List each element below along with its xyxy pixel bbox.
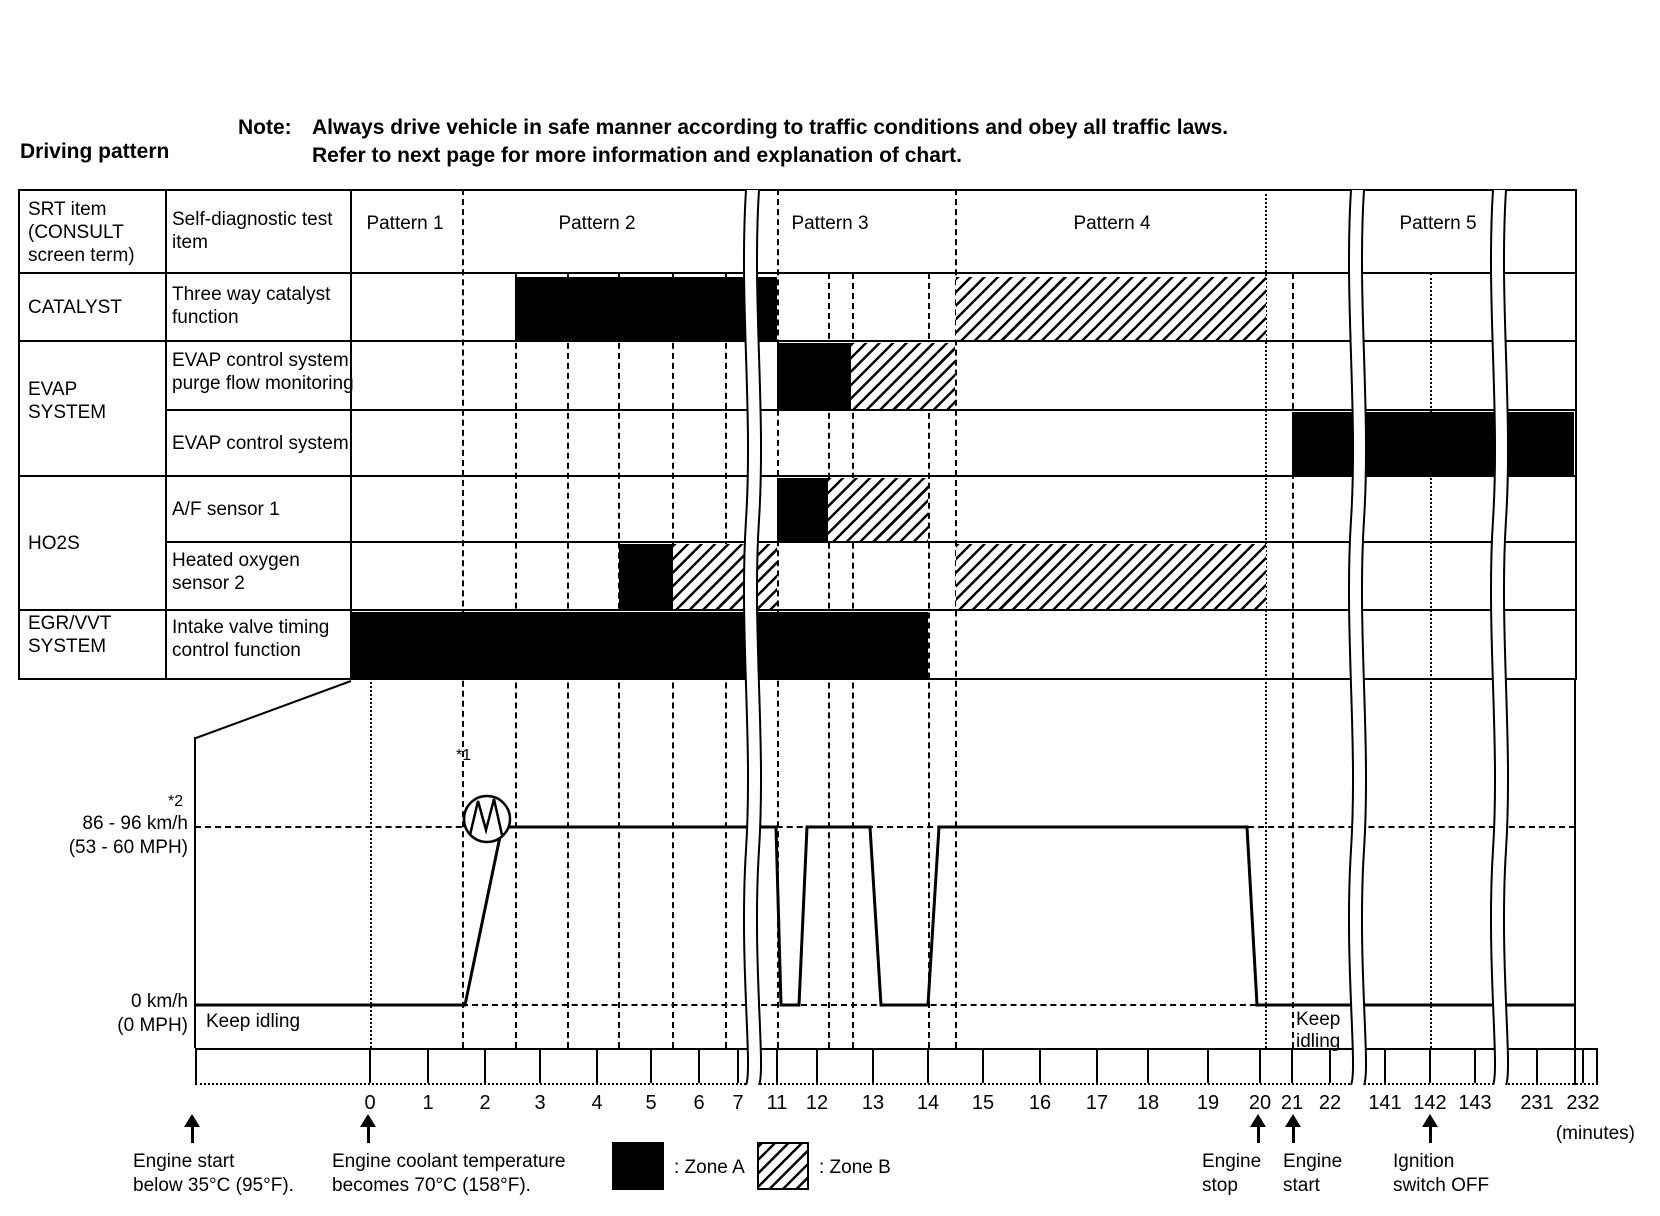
high-speed-label-kmh: 86 - 96 km/h [82,813,188,834]
tick-label: 1 [422,1092,434,1114]
pattern-1-header: Pattern 1 [366,213,444,234]
tick-label: 231 [1520,1092,1554,1114]
engine-stop-line-1: Engine [1202,1151,1262,1172]
tick-label: 20 [1248,1092,1272,1114]
item-purge-line-2: purge flow monitoring [172,373,354,394]
tick-label: 18 [1136,1092,1160,1114]
tick-label: 13 [861,1092,885,1114]
zone-a-legend-swatch [612,1142,664,1190]
group-catalyst: CATALYST [28,297,122,318]
high-speed-label-mph: (53 - 60 MPH) [68,837,188,858]
tick-label: 142 [1413,1092,1447,1114]
tick-label: 22 [1318,1092,1342,1114]
note-line-2: Refer to next page for more information and explanation of chart. [312,144,962,167]
zone-b-legend-label: : Zone B [819,1157,891,1178]
group-evap-line-1: EVAP [28,379,78,400]
group-ho2s: HO2S [28,533,80,554]
tick-label: 143 [1458,1092,1492,1114]
engine-start-cold-arrow [184,1114,200,1143]
tick-label: 21 [1280,1092,1304,1114]
coolant-temp-line-2: becomes 70°C (158°F). [332,1175,531,1196]
tick-label: 3 [534,1092,546,1114]
pattern-3-header: Pattern 3 [791,213,869,234]
item-af-sensor: A/F sensor 1 [172,499,280,520]
tick-label: 2 [479,1092,491,1114]
tick-label: 12 [805,1092,829,1114]
footnote-2-marker: *2 [168,793,184,810]
tick-label: 232 [1566,1092,1600,1114]
page-title: Driving pattern [20,140,170,163]
tick-label: 15 [971,1092,995,1114]
engine-restart-arrow [1285,1114,1301,1143]
item-catalyst-line-2: function [172,307,239,328]
pattern-2-header: Pattern 2 [558,213,636,234]
tick-label: 6 [693,1092,705,1114]
note-line-1: Always drive vehicle in safe manner according to traffic conditions and obey all traffic laws. [312,116,1229,139]
group-egrvvt-line-1: EGR/VVT [28,613,112,634]
engine-start-cold-line-1: Engine start [133,1151,235,1172]
zone-b-legend-swatch [757,1142,809,1190]
item-ivt-line-2: control function [172,640,301,661]
zero-speed-label-kmh: 0 km/h [130,991,188,1012]
note-label: Note: [238,116,292,139]
pattern-4-header: Pattern 4 [1073,213,1151,234]
item-ho2s2-line-2: sensor 2 [172,573,245,594]
ignition-off-arrow [1422,1114,1438,1143]
item-catalyst-line-1: Three way catalyst [172,284,331,305]
engine-restart-line-2: start [1283,1175,1320,1196]
item-ivt-line-1: Intake valve timing [172,617,330,638]
engine-start-cold-line-2: below 35°C (95°F). [133,1175,294,1196]
footnote-1-marker: *1 [456,747,472,764]
tick-label: 17 [1085,1092,1109,1114]
zone-a-legend-label: : Zone A [674,1157,745,1178]
tick-label: 19 [1196,1092,1220,1114]
tick-label: 141 [1368,1092,1402,1114]
engine-stop-line-2: stop [1202,1175,1238,1196]
keep-idling-right-line-2: idling [1296,1031,1341,1052]
coolant-temp-line-1: Engine coolant temperature [332,1151,566,1172]
engine-stop-arrow [1250,1114,1266,1143]
tick-label: 7 [732,1092,744,1114]
pattern-5-header: Pattern 5 [1399,213,1477,234]
tick-label: 14 [916,1092,940,1114]
item-evap-control: EVAP control system [172,433,349,454]
item-purge-line-1: EVAP control system [172,350,349,371]
item-ho2s2-line-1: Heated oxygen [172,550,300,571]
tick-label: 0 [364,1092,376,1114]
ignition-off-line-1: Ignition [1393,1151,1455,1172]
tick-label: 16 [1028,1092,1052,1114]
ignition-off-line-2: switch OFF [1393,1175,1490,1196]
srt-header-line-2: (CONSULT [28,222,124,243]
coolant-temp-arrow [360,1114,376,1143]
test-header-line-2: item [172,232,208,253]
group-evap-line-2: SYSTEM [28,402,107,423]
timeline-unit-label: (minutes) [1555,1123,1635,1144]
srt-header-line-1: SRT item [28,199,107,220]
keep-idling-left-label: Keep idling [206,1011,301,1032]
test-header-line-1: Self-diagnostic test [172,209,333,230]
zero-speed-label-mph: (0 MPH) [117,1015,188,1036]
keep-idling-right-line-1: Keep [1296,1009,1341,1030]
tick-label: 4 [591,1092,603,1114]
tick-label: 5 [645,1092,657,1114]
srt-header-line-3: screen term) [28,245,135,266]
tick-label: 11 [766,1092,788,1114]
engine-restart-line-1: Engine [1283,1151,1343,1172]
group-egrvvt-line-2: SYSTEM [28,636,107,657]
